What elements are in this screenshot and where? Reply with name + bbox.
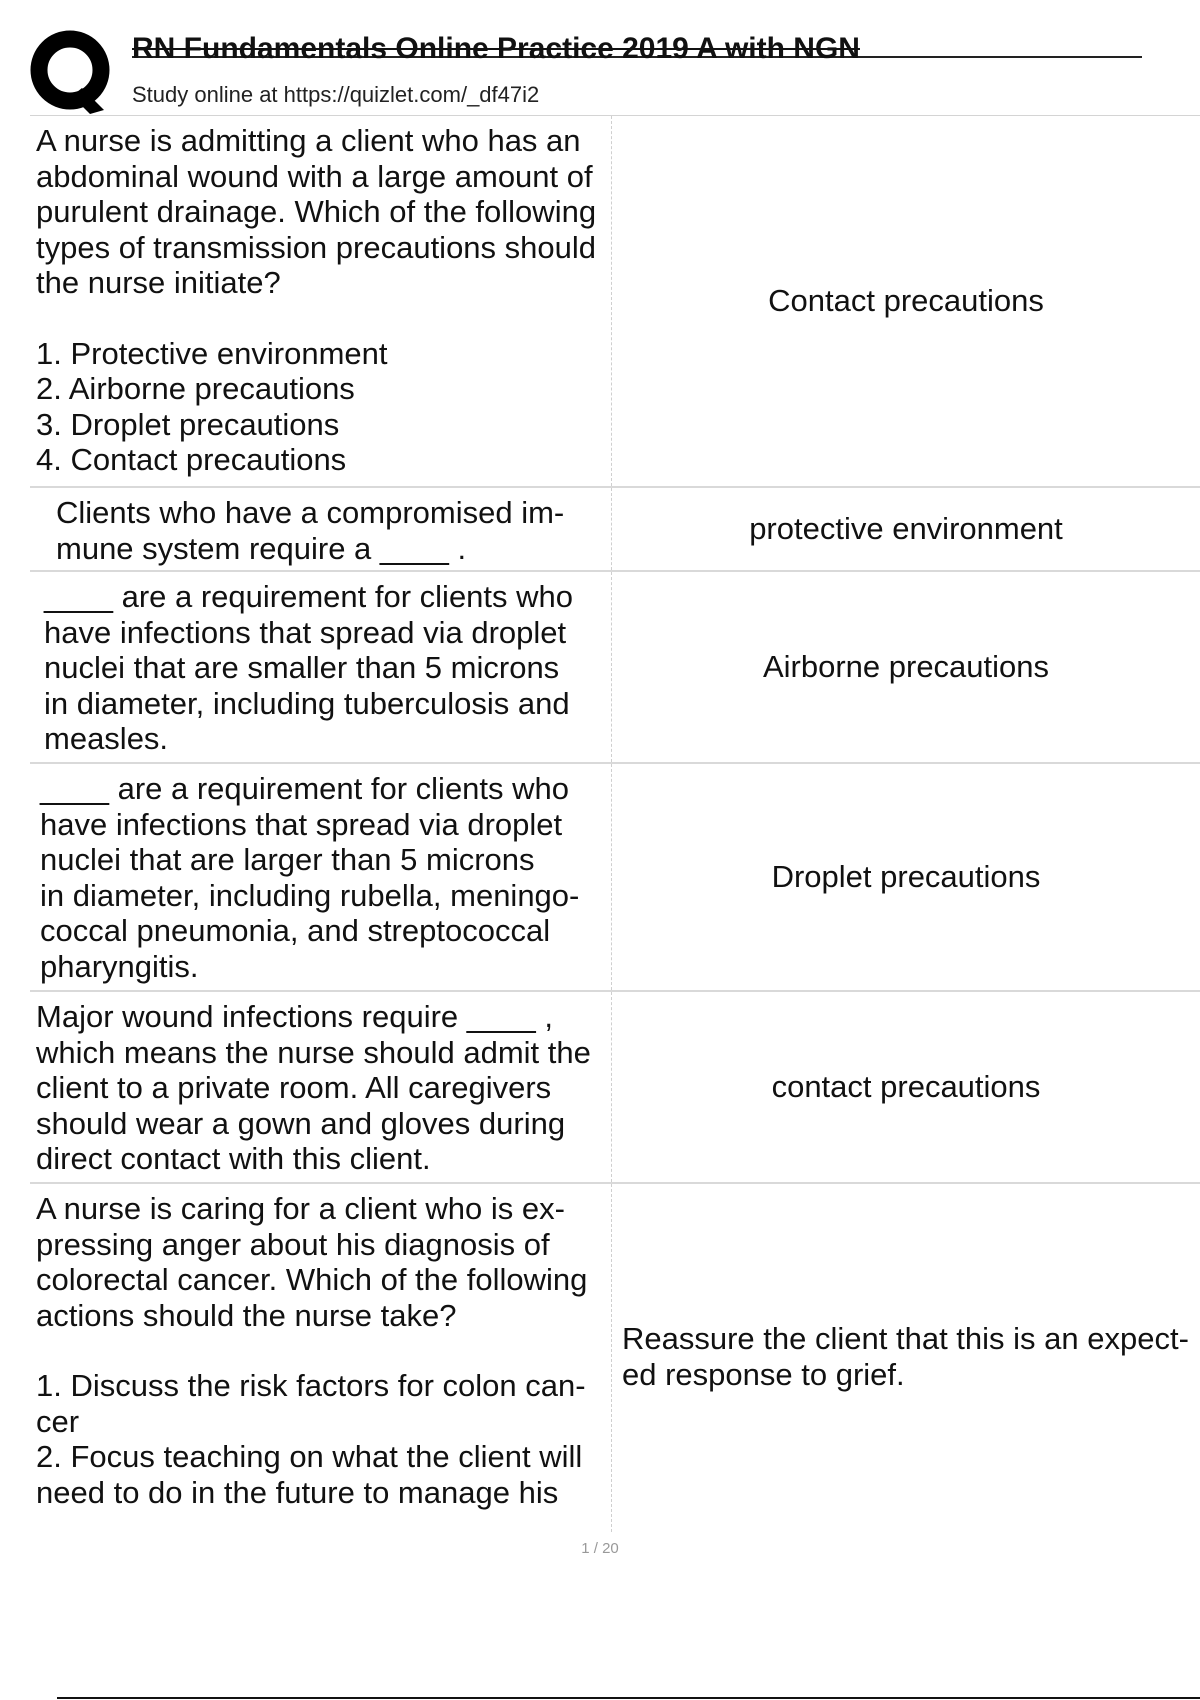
term-question: A nurse is caring for a client who is ex- pressing anger about his diagnosis of colorectal cancer. Which of the following actions should the nurse take?: [36, 1191, 588, 1333]
flashcard: [30, 1184, 1200, 1532]
term-question: ____ are a requirement for clients who have infections that spread via droplet nuclei that are larger than 5 microns in diameter, including rubella, meningo- coccal pneumonia, and streptococcal pharyngitis.: [40, 771, 580, 984]
document-header: [30, 30, 1142, 116]
card-definition: [612, 572, 1200, 762]
definition-text: protective environment: [749, 511, 1063, 546]
definition-text: Contact precautions: [768, 283, 1044, 318]
card-term: [30, 764, 612, 990]
quizlet-logo-icon: [30, 30, 114, 114]
card-term: [30, 116, 612, 486]
card-term: [30, 572, 612, 762]
term-question: Clients who have a compromised im- mune system require a ____ .: [56, 495, 565, 566]
flashcard: [30, 488, 1200, 572]
term-question: A nurse is admitting a client who has an abdominal wound with a large amount of purulent drainage. Which of the following types of transmission precautions should the nurse initiate?: [36, 123, 597, 300]
term-options: 1. Protective environment 2. Airborne precautions 3. Droplet precautions 4. Contact precautions: [36, 335, 388, 477]
flashcard: [30, 572, 1200, 764]
definition-text: Droplet precautions: [771, 859, 1041, 894]
card-definition: [612, 992, 1200, 1182]
term-question: Major wound infections require ____ , which means the nurse should admit the client to a private room. All caregivers should wear a gown and gloves during direct contact with this client.: [36, 999, 591, 1176]
flashcard: [30, 992, 1200, 1184]
study-link-text: Study online at https://quizlet.com/_df47i2: [132, 82, 540, 107]
flashcard: [30, 116, 1200, 488]
card-definition: [612, 116, 1200, 486]
definition-text: contact precautions: [771, 1069, 1041, 1104]
page-number: 1 / 20: [581, 1540, 619, 1557]
term-options: 1. Discuss the risk factors for colon can- cer 2. Focus teaching on what the client will need to do in the future to manage his: [36, 1368, 586, 1510]
flashcard-list: [30, 116, 1200, 1532]
definition-text: Airborne precautions: [762, 649, 1050, 684]
card-definition: [612, 764, 1200, 990]
flashcard: [30, 764, 1200, 992]
term-question: ____ are a requirement for clients who have infections that spread via droplet nuclei that are smaller than 5 microns in diameter, including tuberculosis and measles.: [44, 579, 574, 756]
document-title: RN Fundamentals Online Practice 2019 A with NGN: [132, 32, 860, 65]
card-term: [30, 488, 612, 570]
card-term: [30, 1184, 612, 1532]
footer-divider: [57, 1697, 1200, 1699]
card-term: [30, 992, 612, 1182]
card-definition: [612, 488, 1200, 570]
card-definition: [612, 1184, 1200, 1532]
definition-text: Reassure the client that this is an expect- ed response to grief.: [622, 1321, 1189, 1392]
